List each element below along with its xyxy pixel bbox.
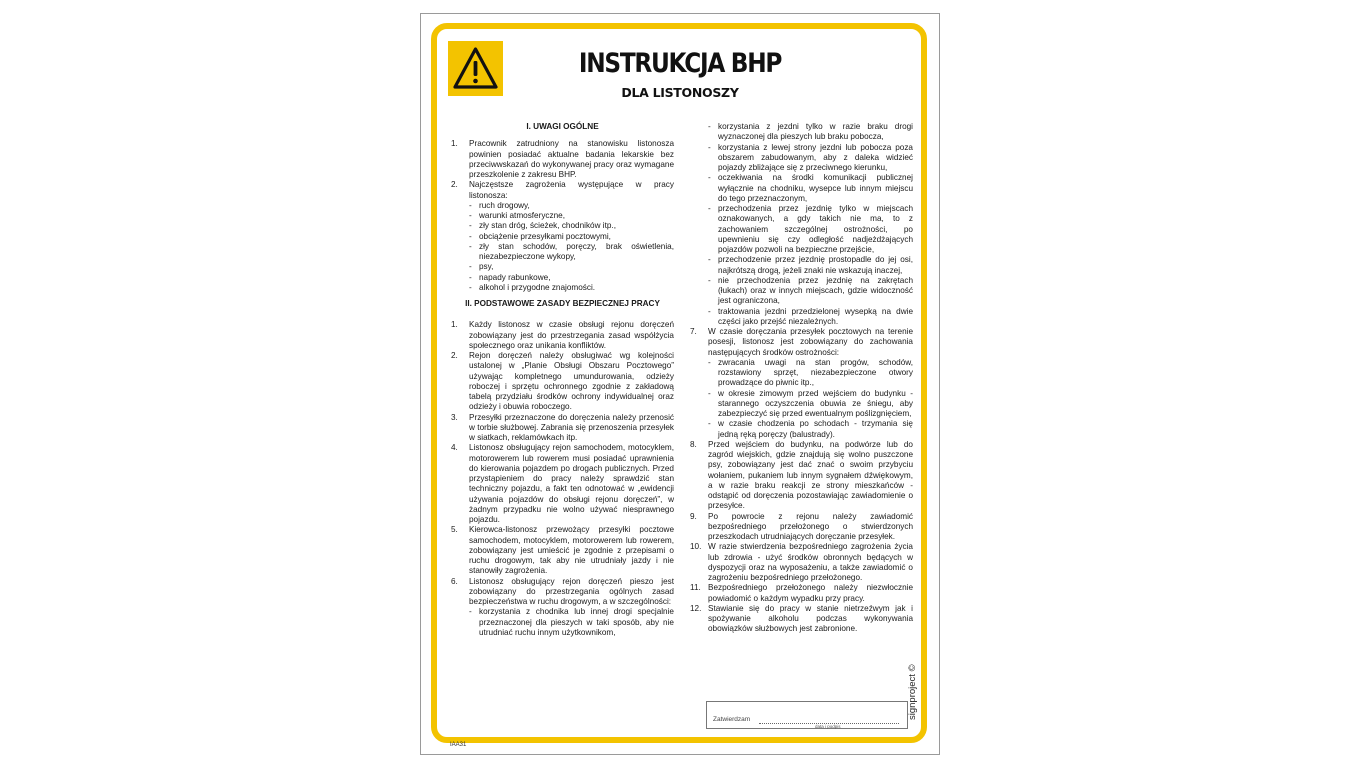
list-item: 1. Każdy listonosz w czasie obsługi rejonu doręczeń zobowiązany jest do przestrzegania zasad współżycia społecznego oraz unikania konfliktów. (451, 320, 674, 350)
approval-caption: data i podpis (815, 724, 841, 729)
list-subitem: - zły stan schodów, poręczy, brak oświetlenia, niezabezpieczone wykopy, (469, 241, 674, 261)
list-item: 4. Listonosz obsługujący rejon samochodem, motocyklem, motorowerem lub rowerem musi posiadać uprawnienia do kierowania pojazdem po drogach publicznych. Przed przystąpieniem do pracy należy sprawdzić stan techniczny pojazdu, a fakt ten odnotować w „ewidencji używania pojazdów do obsługi rejonu doręczeń”, w żadnym przypadku nie wolno używać niesprawnego pojazdu. (451, 443, 674, 524)
list-subitem: - przechodzenia przez jezdnię tylko w miejscach oznakowanych, a gdy takich nie ma, to z zachowaniem szczególnej ostrożności, po upewnieniu się czy odległość nadjeżdżających pojazdów pozwoli na bezpieczne przejście, (708, 204, 913, 254)
warning-triangle-icon (448, 41, 503, 96)
list-subitem: - warunki atmosferyczne, (469, 211, 566, 220)
list-item: 11. Bezpośredniego przełożonego należy niezwłocznie powiadomić o każdym wypadku przy pracy. (690, 583, 913, 603)
list-item: 1. Pracownik zatrudniony na stanowisku listonosza powinien posiadać aktualne badania lekarskie bez przeciwwskazań do wykonywanej pracy oraz wymagane przeszkolenie z zakresu BHP. (451, 139, 674, 179)
list-item: 6. Listonosz obsługujący rejon doręczeń pieszo jest zobowiązany do przestrzegania ogólnych zasad bezpieczeństwa w ruchu drogowym, a w szczególności: (451, 576, 674, 606)
list-subitem: - zły stan dróg, ścieżek, chodników itp., (469, 221, 616, 231)
list-item: 5. Kierowca-listonosz przewożący przesyłki pocztowe samochodem, motocyklem, motorowerem lub rowerem, zobowiązany jest umieścić je zgodnie z przepisami o ruchu drogowym, tak aby nie utrudniały jazdy i nie stanowiły zagrożenia. (451, 525, 674, 576)
list-subitem: - w okresie zimowym przed wejściem do budynku - starannego oczyszczenia obuwia ze śniegu, aby zabezpieczyć się przed ewentualnym poślizgnięciem, (708, 388, 913, 418)
list-subitem: - psy, (469, 262, 494, 272)
list-subitem: - w czasie chodzenia po schodach - trzymania się jedną ręką poręczy (balustrady). (708, 419, 913, 439)
list-subitem: - zwracania uwagi na stan progów, schodów, rozstawiony sprzęt, niezabezpieczone otwory prowadzące do piwnic itp., (708, 357, 913, 388)
left-column (451, 122, 674, 638)
approval-label: Zatwierdzam (713, 716, 751, 723)
list-subitem: - korzystania z jezdni tylko w razie braku drogi wyznaczonej dla pieszych lub braku pobocza, (708, 122, 913, 142)
list-subitem: - traktowania jezdni przedzielonej wysepką na dwie części jako przejść niezależnych. (708, 306, 913, 326)
list-item: 2. Rejon doręczeń należy obsługiwać wg kolejności ustalonej w „Planie Obsługi Obszaru Pocztowego” używając kompletnego umundurowania, odzieży roboczej i sprzętu ochronnego zgodnie z zakładową tabelą przydziału środków ochrony indywidualnej oraz odzieży i obuwia roboczego. (451, 351, 674, 412)
list-item: 10. W razie stwierdzenia bezpośredniego zagrożenia życia lub zdrowia - użyć środków obronnych będących w dyspozycji oraz na wyposażeniu, a także zawiadomić o zagrożeniu bezpośredniego przełożonego. (690, 542, 913, 582)
section-heading: II. PODSTAWOWE ZASADY BEZPIECZNEJ PRACY (465, 299, 660, 308)
list-item: 9. Po powrocie z rejonu należy zawiadomić bezpośredniego przełożonego o stwierdzonych przeszkodach utrudniających doręczanie przesyłek. (690, 511, 913, 541)
hazard-list (451, 201, 674, 293)
list-item: 12. Stawianie się do pracy w stanie nietrzeźwym jak i spożywanie alkoholu podczas wykonywania obowiązków służbowych jest zabronione. (690, 603, 913, 634)
list-subitem: - napady rabunkowe, (469, 272, 551, 282)
list-subitem: - oczekiwania na środki komunikacji publicznej wyłącznie na chodniku, wysepce lub innym miejscu do tego przeznaczonym, (708, 173, 913, 203)
list-subitem: - nie przechodzenia przez jezdnię na zakrętach (łukach) oraz w innych miejscach, gdzie widoczność jest ograniczona, (708, 275, 913, 306)
approval-box (706, 701, 908, 729)
sign-subtitle: DLA LISTONOSZY (621, 85, 739, 100)
list-subitem: - ruch drogowy, (469, 200, 530, 210)
list-item: 7. W czasie doręczania przesyłek pocztowych na terenie posesji, listonosz jest zobowiązany do zachowania następujących środków ostrożności: (690, 327, 913, 357)
list-item: 3. Przesyłki przeznaczone do doręczenia należy przenosić w torbie służbowej. Zabrania się przenoszenia przesyłek w siatkach, reklamówkach itp. (451, 412, 674, 442)
list-item: 8. Przed wejściem do budynku, na podwórze lub do zagród wiejskich, gdzie znajdują się wolno puszczone psy, zobowiązany jest dać znać o swoim przybyciu wołaniem, pukaniem lub innym sygnałem dźwiękowym, a w razie braku reakcji ze strony mieszkańców - odstąpić od doręczenia pozostawiając zawiadomienie o przesyłce. (690, 439, 913, 511)
list-subitem: - korzystania z chodnika lub innej drogi specjalnie przeznaczonej dla pieszych w taki sposób, aby nie utrudniać ruchu innym użytkownikom, (469, 607, 674, 637)
product-code: IAA31 (450, 742, 467, 748)
list-subitem: - przechodzenie przez jezdnię prostopadle do jej osi, najkrótszą drogą, jeżeli znaki nie wskazują inaczej, (708, 255, 913, 275)
list-subitem: - korzystania z lewej strony jezdni lub pobocza poza obszarem zabudowanym, aby z daleka widzieć pojazdy zbliżające się z przeciwnego kierunku, (708, 142, 913, 172)
brand-mark: signproject © (907, 664, 918, 720)
list-subitem: - alkohol i przygodne znajomości. (469, 282, 596, 292)
sign-title: INSTRUKCJA BHP (578, 48, 782, 79)
list-subitem: - obciążenie przesyłkami pocztowymi, (469, 231, 611, 241)
right-column (690, 122, 913, 635)
section-heading: I. UWAGI OGÓLNE (526, 122, 599, 131)
list-item: 2. Najczęstsze zagrożenia występujące w pracy listonosza: (451, 180, 674, 200)
